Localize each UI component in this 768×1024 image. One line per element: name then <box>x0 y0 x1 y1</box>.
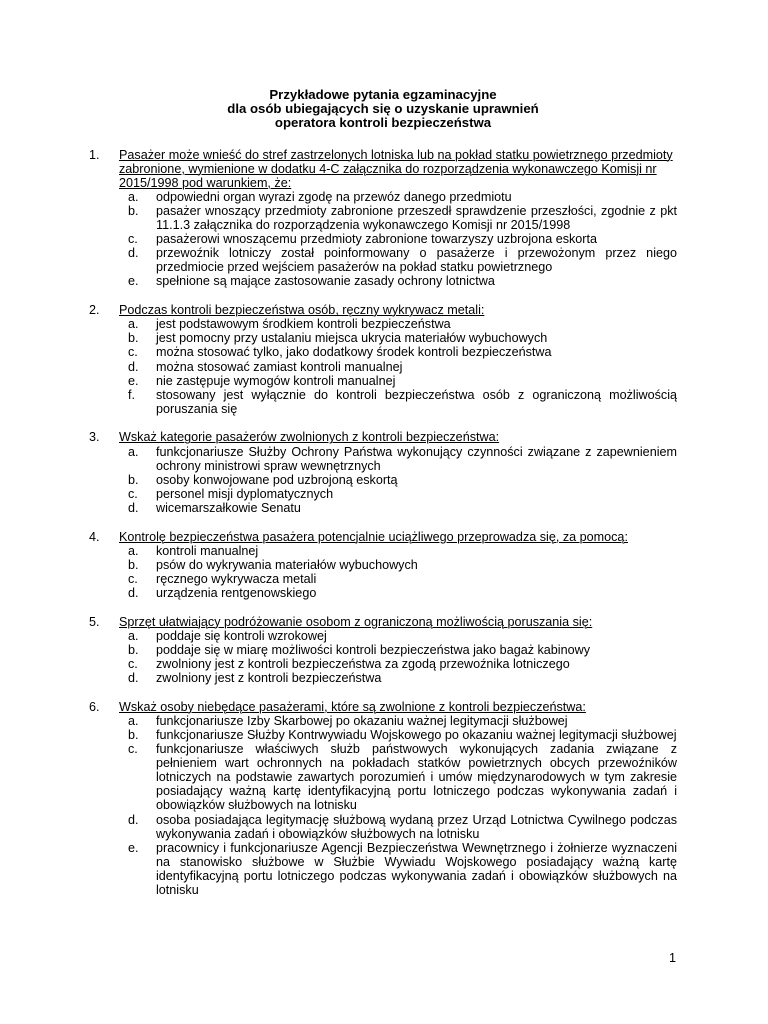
answer-option <box>95 204 677 232</box>
option-letter: d. <box>128 500 139 515</box>
option-letter: b. <box>128 331 139 346</box>
option-text: osoby konwojowane pod uzbrojoną eskortą <box>156 472 398 487</box>
answer-option <box>95 445 677 473</box>
answer-option <box>95 473 677 487</box>
answer-options <box>95 190 677 289</box>
option-text: odpowiedni organ wyrazi zgodę na przewóz danego przedmiotu <box>156 189 512 204</box>
question-number: 5. <box>89 614 100 629</box>
title-line-1: Przykładowe pytania egzaminacyjne <box>269 87 497 102</box>
answer-option <box>95 331 677 345</box>
option-text: stosowany jest wyłącznie do kontroli bezpieczeństwa osób z ograniczoną możliwością poruszania się <box>156 387 677 416</box>
option-text: pasażer wnoszący przedmioty zabronione przeszedł sprawdzenie przeszłości, zgodnie z pkt 11.1.3 załącznika do rozporządzenia wykonawczego Komisji nr 2015/1998 <box>156 203 677 233</box>
option-text: można stosować zamiast kontroli manualnej <box>156 359 403 374</box>
answer-option <box>95 345 677 359</box>
question-6 <box>89 699 677 897</box>
option-text: pasażerowi wnoszącemu przedmioty zabronione towarzyszy uzbrojona eskorta <box>156 232 597 247</box>
option-letter: c. <box>128 742 138 757</box>
question-1 <box>89 147 677 289</box>
question-stem <box>89 699 677 714</box>
title-line-3: operatora kontroli bezpieczeństwa <box>274 115 492 131</box>
answer-option <box>95 657 677 671</box>
answer-option <box>95 742 677 812</box>
option-text: funkcjonariusze Służby Ochrony Państwa wykonujący czynności związane z zapewnieniem ochrony ministrowi spraw wewnętrznych <box>156 444 677 473</box>
option-letter: a. <box>128 628 139 643</box>
answer-options <box>95 714 677 897</box>
option-letter: e. <box>128 373 139 388</box>
answer-options <box>95 544 677 600</box>
option-letter: c. <box>128 656 138 671</box>
option-text: funkcjonariusze Służby Kontrwywiadu Wojskowego po okazaniu ważnej legitymacji służbowej <box>156 727 677 742</box>
option-text: nie zastępuje wymogów kontroli manualnej <box>156 373 396 388</box>
option-letter: a. <box>128 713 139 728</box>
option-text: osoba posiadająca legitymację służbową wydaną przez Urząd Lotnictwa Cywilnego podczas wykonywania zadań i obowiązków służbowych na lotnisku <box>156 812 677 841</box>
option-letter: b. <box>128 472 139 487</box>
answer-option <box>95 586 677 600</box>
question-list <box>89 147 677 897</box>
question-text: Kontrolę bezpieczeństwa pasażera potencjalnie uciążliwego przeprowadza się, za pomocą: <box>119 529 628 544</box>
question-number: 3. <box>89 430 100 445</box>
option-text: spełnione są mające zastosowanie zasady ochrony lotnictwa <box>156 274 495 289</box>
option-text: poddaje się w miarę możliwości kontroli bezpieczeństwa jako bagaż kabinowy <box>156 642 590 657</box>
answer-option <box>95 714 677 728</box>
answer-option <box>95 274 677 288</box>
answer-option <box>95 487 677 501</box>
option-letter: c. <box>128 571 138 586</box>
answer-options <box>95 629 677 685</box>
question-stem <box>89 529 677 544</box>
option-text: jest pomocny przy ustalaniu miejsca ukrycia materiałów wybuchowych <box>156 331 548 346</box>
option-text: pracownicy i funkcjonariusze Agencji Bezpieczeństwa Wewnętrznego i żołnierze wyznaczeni na stanowisko służbowe w Służbie Wywiadu Wojskowego posiadający ważną kartę identyfikacyjną portu lotniczego podczas wykonywania zadań i obowiązków służbowych na lotnisku <box>156 840 677 897</box>
question-4 <box>89 529 677 601</box>
answer-option <box>95 190 677 204</box>
answer-option <box>95 572 677 586</box>
question-number: 6. <box>89 699 100 714</box>
option-text: funkcjonariusze właściwych służb państwowych wykonujących zadania związane z pełnieniem wart ochronnych na pokładach statków powietrznych obcych przewoźników lotniczych na podstawie zawartych porozumień i umów międzynarodowych w tym zakresie posiadający ważną kartę identyfikacyjną portu lotniczego podczas wykonywania zadań i obowiązków służbowych na lotnisku <box>156 742 677 813</box>
question-5 <box>89 614 677 686</box>
option-letter: a. <box>128 189 139 204</box>
option-letter: a. <box>128 317 139 332</box>
option-letter: d. <box>128 812 139 827</box>
question-text: Wskaż osoby niebędące pasażerami, które są zwolnione z kontroli bezpieczeństwa: <box>119 699 586 714</box>
answer-option <box>95 643 677 657</box>
question-stem <box>89 614 677 629</box>
option-letter: c. <box>128 345 138 360</box>
page-number: 1 <box>669 951 677 965</box>
option-letter: b. <box>128 727 139 742</box>
answer-option <box>95 813 677 841</box>
option-text: przewoźnik lotniczy został poinformowany o pasażerze i przewożonym przez niego przedmiocie przed wejściem pasażerów na pokład statku powietrznego <box>156 246 677 275</box>
option-letter: d. <box>128 246 139 261</box>
question-number: 1. <box>89 147 100 162</box>
option-text: personel misji dyplomatycznych <box>156 486 334 501</box>
option-text: zwolniony jest z kontroli bezpieczeństwa za zgodą przewoźnika lotniczego <box>156 656 570 671</box>
option-letter: e. <box>128 274 139 289</box>
option-letter: c. <box>128 486 138 501</box>
option-letter: d. <box>128 671 139 686</box>
option-letter: d. <box>128 586 139 601</box>
answer-option <box>95 232 677 246</box>
option-text: zwolniony jest z kontroli bezpieczeństwa <box>156 671 382 686</box>
answer-option <box>95 360 677 374</box>
option-text: ręcznego wykrywacza metali <box>156 571 317 586</box>
title-line-2: dla osób ubiegających się o uzyskanie uprawnień <box>227 101 539 117</box>
option-letter: d. <box>128 359 139 374</box>
option-letter: a. <box>128 543 139 558</box>
answer-option <box>95 671 677 685</box>
option-letter: b. <box>128 642 139 657</box>
option-letter: e. <box>128 840 139 855</box>
answer-option <box>95 501 677 515</box>
option-letter: b. <box>128 203 139 218</box>
answer-options <box>95 445 677 515</box>
option-text: kontroli manualnej <box>156 543 259 558</box>
answer-options <box>95 317 677 416</box>
option-text: wicemarszałkowie Senatu <box>156 500 301 515</box>
answer-option <box>95 558 677 572</box>
question-2 <box>89 303 677 416</box>
answer-option <box>95 544 677 558</box>
option-letter: b. <box>128 557 139 572</box>
option-text: funkcjonariusze Izby Skarbowej po okazaniu ważnej legitymacji służbowej <box>156 713 568 728</box>
option-text: psów do wykrywania materiałów wybuchowych <box>156 557 418 572</box>
answer-option <box>95 317 677 331</box>
question-number: 4. <box>89 529 100 544</box>
question-3 <box>89 430 677 515</box>
question-stem <box>89 303 677 318</box>
answer-option <box>95 246 677 274</box>
option-letter: c. <box>128 232 138 247</box>
answer-option <box>95 629 677 643</box>
option-text: poddaje się kontroli wzrokowej <box>156 628 327 643</box>
document-title <box>89 88 677 131</box>
option-text: jest podstawowym środkiem kontroli bezpieczeństwa <box>156 317 451 332</box>
question-stem <box>89 430 677 445</box>
question-text: Wskaż kategorie pasażerów zwolnionych z kontroli bezpieczeństwa: <box>119 430 500 445</box>
question-number: 2. <box>89 303 100 318</box>
option-letter: a. <box>128 444 139 459</box>
question-text: Sprzęt ułatwiający podróżowanie osobom z ograniczoną możliwością poruszania się: <box>119 614 593 629</box>
answer-option <box>95 374 677 388</box>
question-text: Pasażer może wnieść do stref zastrzelonych lotniska lub na pokład statku powietrznego przedmioty zabronione, wymienione w dodatku 4-C załącznika do rozporządzenia wykonawczego Komisji nr 2015/1998 pod warunkiem, że: <box>119 147 673 190</box>
answer-option <box>95 728 677 742</box>
answer-option <box>95 388 677 416</box>
question-stem <box>89 147 677 190</box>
option-text: urządzenia rentgenowskiego <box>156 586 317 601</box>
option-letter: f. <box>128 387 135 402</box>
question-text: Podczas kontroli bezpieczeństwa osób, ręczny wykrywacz metali: <box>119 303 485 318</box>
answer-option <box>95 841 677 897</box>
option-text: można stosować tylko, jako dodatkowy środek kontroli bezpieczeństwa <box>156 345 552 360</box>
